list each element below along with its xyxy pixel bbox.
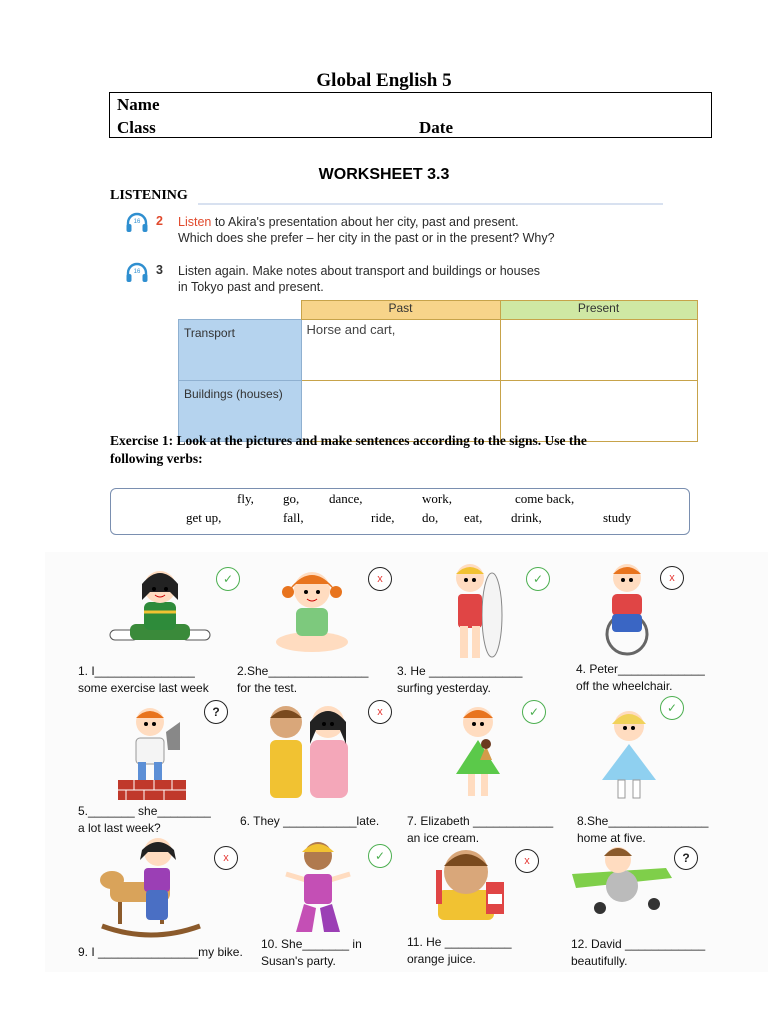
question-sign-icon: ? — [674, 846, 698, 870]
verb: come back, — [515, 491, 575, 506]
verb-box — [110, 488, 690, 535]
document-title: Global English 5 — [316, 70, 452, 91]
table-corner — [179, 301, 302, 320]
task-2-text — [178, 214, 555, 246]
worksheet-title: WORKSHEET 3.3 — [318, 166, 450, 183]
girl-exercising-illustration — [100, 562, 220, 659]
item-2-line1: 2.She_______________ — [237, 664, 369, 678]
track-number: 16 — [133, 219, 141, 225]
girl-poodle-skirt-illustration — [596, 702, 662, 811]
item-12-line1: 12. David ____________ — [571, 937, 706, 951]
column-header-present: Present — [500, 301, 697, 320]
headphones-icon — [125, 212, 149, 239]
name-label: Name — [117, 95, 160, 114]
girl-dancing-illustration — [282, 834, 354, 943]
girl-flying-plane-illustration — [568, 838, 678, 923]
item-4-line1: 4. Peter_____________ — [576, 662, 705, 676]
verb: do, — [422, 510, 439, 525]
sentence-item-1 — [78, 663, 209, 697]
transport-present-cell[interactable] — [500, 320, 697, 381]
question-sign-icon: ? — [204, 700, 228, 724]
verb: eat, — [464, 510, 483, 525]
task-2-line1: to Akira's presentation about her city, past and present. — [211, 215, 519, 229]
item-10-line2: Susan's party. — [261, 954, 336, 968]
column-header-past: Past — [301, 301, 500, 320]
item-2-line2: for the test. — [237, 681, 298, 695]
item-7-line2: an ice cream. — [407, 831, 480, 845]
item-3-line2: surfing yesterday. — [397, 681, 491, 695]
item-8-line2: home at five. — [577, 831, 646, 845]
verb: get up, — [186, 510, 222, 525]
sentence-item-11 — [407, 934, 512, 968]
instruction-line1: Exercise 1: Look at the pictures and make sentences according to the signs. Use the — [110, 433, 587, 448]
girl-sitting-illustration — [272, 562, 352, 663]
name-class-box — [109, 92, 712, 138]
cross-sign-icon: x — [368, 700, 392, 724]
item-5-line2: a lot last week? — [78, 821, 161, 835]
item-9-line1: 9. I _______________my bike. — [78, 945, 243, 959]
sentence-item-2 — [237, 663, 368, 697]
cross-sign-icon: x — [368, 567, 392, 591]
verb: ride, — [371, 510, 395, 525]
verb: study — [603, 510, 632, 525]
item-10-line1: 10. She_______ in — [261, 937, 362, 951]
sentence-item-12 — [571, 936, 705, 970]
notes-table — [178, 300, 698, 442]
verb: work, — [422, 491, 452, 506]
verb: drink, — [511, 510, 542, 525]
headphones-icon — [125, 262, 149, 289]
item-11-line1: 11. He __________ — [407, 935, 512, 949]
sentence-item-4 — [576, 661, 705, 695]
item-3-line1: 3. He ______________ — [397, 664, 523, 678]
listening-heading: LISTENING — [110, 188, 188, 203]
check-sign-icon: ✓ — [368, 844, 392, 868]
class-label: Class — [117, 118, 156, 137]
cross-sign-icon: x — [660, 566, 684, 590]
transport-past-cell[interactable]: Horse and cart, — [301, 320, 500, 381]
verb: dance, — [329, 491, 363, 506]
item-8-line1: 8.She_______________ — [577, 814, 709, 828]
verb: fly, — [237, 491, 254, 506]
item-12-line2: beautifully. — [571, 954, 628, 968]
cross-sign-icon: x — [515, 849, 539, 873]
check-sign-icon: ✓ — [526, 567, 550, 591]
check-sign-icon: ✓ — [660, 696, 684, 720]
item-1-line2: some exercise last week — [78, 681, 209, 695]
verb: go, — [283, 491, 300, 506]
task-2-number: 2 — [156, 214, 163, 228]
item-1-line1: 1. I_______________ — [78, 664, 195, 678]
check-sign-icon: ✓ — [216, 567, 240, 591]
row-label-buildings: Buildings (houses) — [179, 381, 302, 442]
girl-building-illustration — [114, 702, 190, 807]
item-6-line1: 6. They ___________late. — [240, 814, 380, 828]
row-label-transport: Transport — [179, 320, 302, 381]
date-label: Date — [419, 118, 453, 137]
exercise-1-instruction — [110, 432, 670, 468]
heading-divider — [198, 203, 663, 205]
boy-drinking-milk-illustration — [432, 842, 512, 927]
task-2-line2: Which does she prefer – her city in the past or in the present? Why? — [178, 231, 555, 245]
girl-ice-cream-illustration — [446, 700, 510, 809]
verb: fall, — [283, 510, 304, 525]
sentence-item-9 — [78, 944, 243, 961]
item-5-line1: 5._______ she________ — [78, 804, 211, 818]
instruction-line2: following verbs: — [110, 451, 203, 466]
item-4-line2: off the wheelchair. — [576, 679, 673, 693]
sentence-item-10 — [261, 936, 362, 970]
boy-wheelchair-illustration — [596, 558, 658, 661]
track-number: 16 — [133, 269, 141, 275]
boy-and-girl-pajamas-illustration — [262, 700, 358, 813]
task-3-line2: in Tokyo past and present. — [178, 280, 324, 294]
boy-surfboard-illustration — [440, 560, 510, 669]
cross-sign-icon: x — [214, 846, 238, 870]
girl-rocking-horse-illustration — [96, 834, 206, 945]
item-7-line1: 7. Elizabeth ____________ — [407, 814, 554, 828]
sentence-item-3 — [397, 663, 522, 697]
task-3-line1: Listen again. Make notes about transport and buildings or houses — [178, 264, 541, 278]
listen-word: Listen — [178, 215, 212, 229]
sentence-item-6 — [240, 813, 379, 830]
sentence-item-5 — [78, 803, 211, 837]
task-3-text — [178, 263, 540, 295]
item-11-line2: orange juice. — [407, 952, 476, 966]
task-3-number: 3 — [156, 263, 163, 277]
check-sign-icon: ✓ — [522, 700, 546, 724]
